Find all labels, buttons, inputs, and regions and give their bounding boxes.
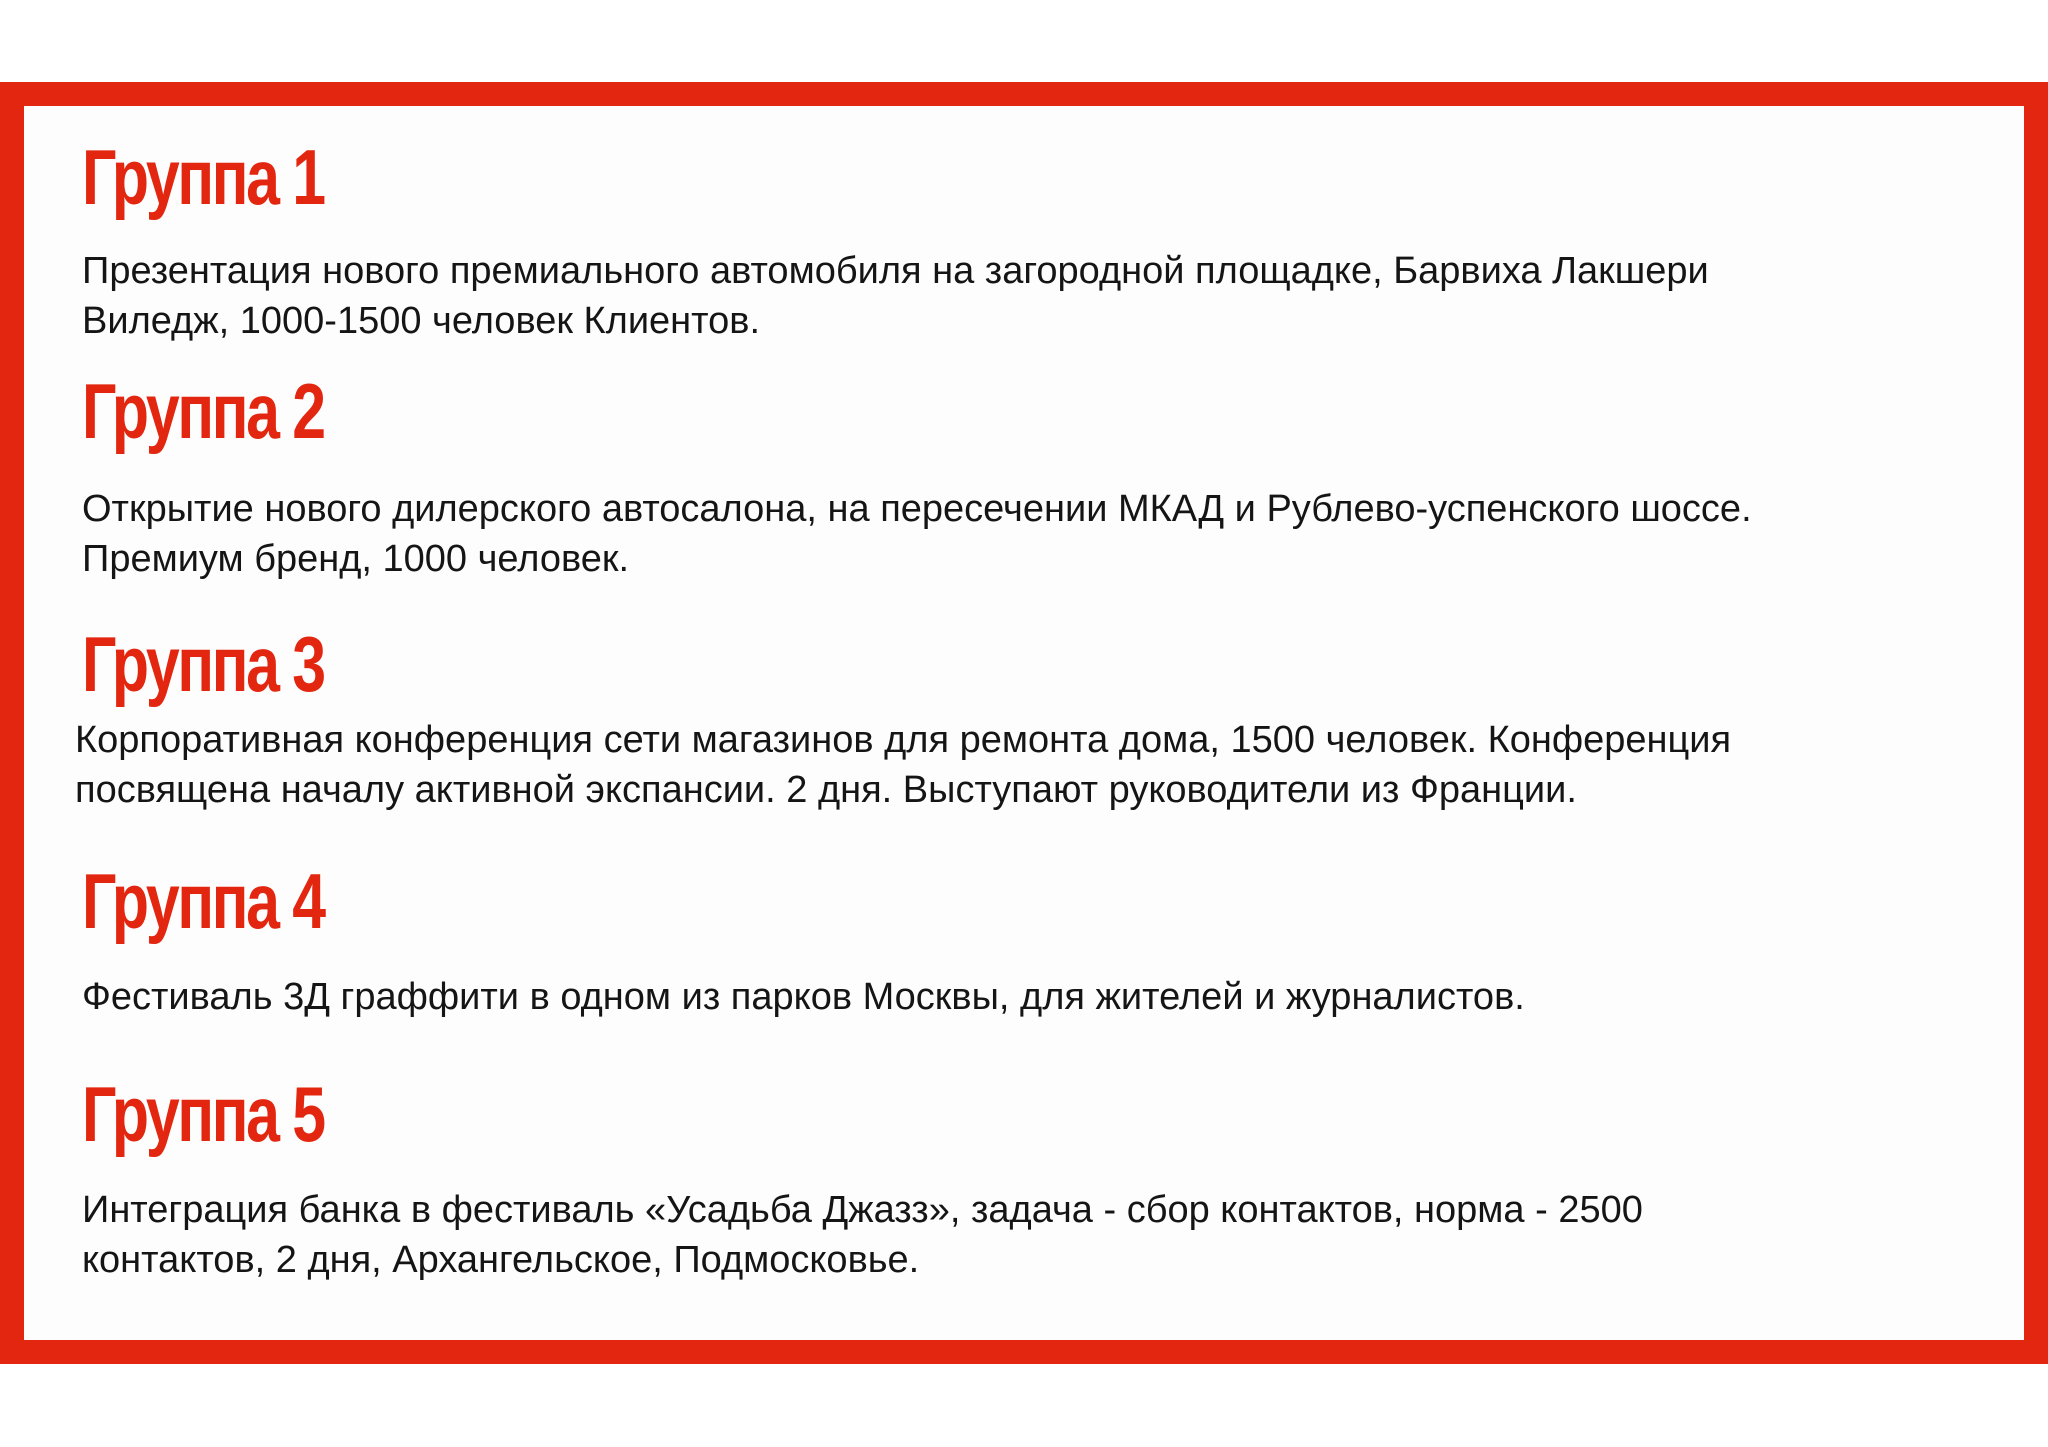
group-4-description: Фестиваль 3Д граффити в одном из парков Москвы, для жителей и журналистов. [82, 976, 1525, 1018]
group-4-title: Группа 4 [82, 857, 324, 945]
group-2-description: Открытие нового дилерского автосалона, на пересечении МКАД и Рублево-успенского шоссе. Премиум бренд, 1000 человек. [82, 488, 1752, 580]
group-3-title: Группа 3 [82, 620, 324, 708]
group-2 [82, 367, 1982, 584]
group-3 [75, 620, 1975, 815]
group-4 [82, 857, 1982, 1022]
group-3-description: Корпоративная конференция сети магазинов для ремонта дома, 1500 человек. Конференция посвящена началу активной экспансии. 2 дня. Выступают руководители из Франции. [75, 719, 1732, 811]
group-5-description: Интеграция банка в фестиваль «Усадьба Джазз», задача - сбор контактов, норма - 2500 контактов, 2 дня, Архангельское, Подмосковье. [82, 1189, 1643, 1281]
group-1-description: Презентация нового премиального автомобиля на загородной площадке, Барвиха Лакшери Виледж, 1000-1500 человек Клиентов. [82, 250, 1709, 342]
group-5 [82, 1070, 1982, 1285]
group-2-title: Группа 2 [82, 367, 324, 455]
group-1-title: Группа 1 [82, 133, 324, 221]
group-1 [82, 133, 1982, 346]
group-5-title: Группа 5 [82, 1070, 324, 1158]
